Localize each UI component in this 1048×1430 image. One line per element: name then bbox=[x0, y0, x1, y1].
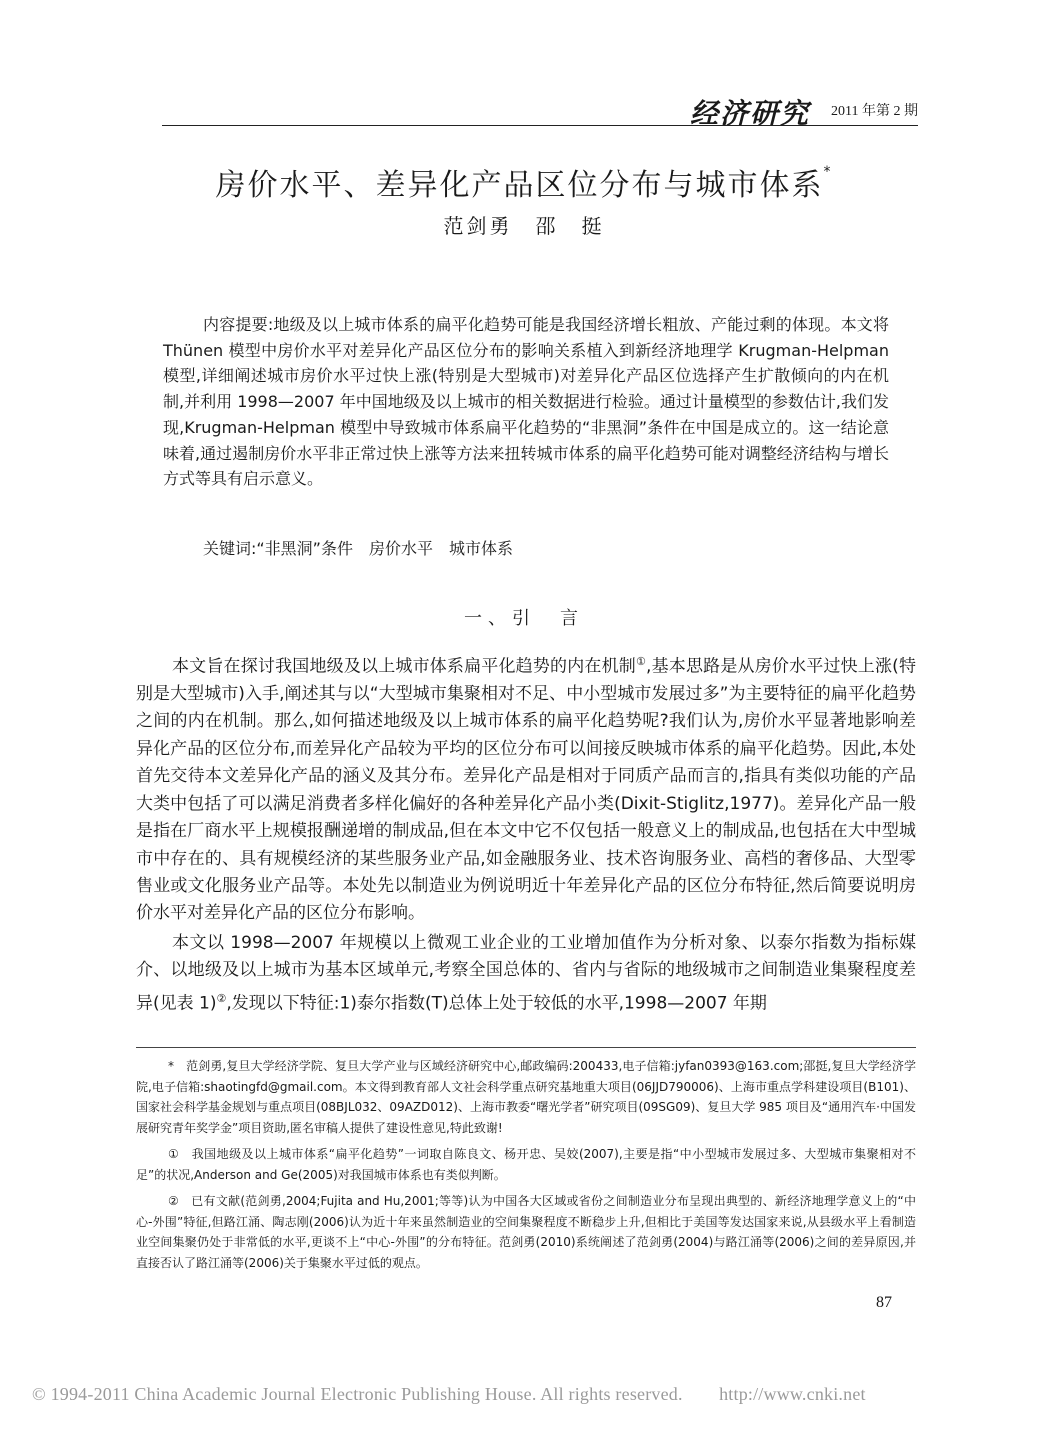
footnote-mark: ① bbox=[168, 1147, 180, 1161]
footnote-text: 范剑勇,复旦大学经济学院、复旦大学产业与区域经济研究中心,邮政编码:200433,电子信箱:jyfan0393@163.com;邵挺,复旦大学经济学院,电子信箱:shaotingfd@gmail.com。本文得到教育部人文社会科学重点研究基地重大项目(06JJD790006)、上海市重点学科建设项目(B101)、国家社会科学基金规划与重点项目(08BJL032、09AZD012)、上海市教委“曙光学者”研究项目(09SG09)、复旦大学 985 项目及“通用汽车·中国发展研究青年奖学金”项目资助,匿名审稿人提供了建设性意见,特此致谢! bbox=[136, 1059, 916, 1135]
footnote-author bbox=[136, 1056, 916, 1138]
copyright-watermark: © 1994-2011 China Academic Journal Electronic Publishing House. All rights reserved. http://www.cnki.net bbox=[32, 1384, 866, 1404]
footnote-mark: ② bbox=[168, 1194, 180, 1208]
title-footnote-mark: * bbox=[823, 164, 833, 180]
footnotes bbox=[136, 1056, 916, 1279]
body-text-run: ,基本思路是从房价水平过快上涨(特别是大型城市)入手,阐述其与以“大型城市集聚相对不足、中小型城市发展过多”为主要特征的扁平化趋势之间的内在机制。那么,如何描述地级及以上城市体系的扁平化趋势呢?我们认为,房价水平显著地影响差异化产品的区位分布,而差异化产品较为平均的区位分布可以间接反映城市体系的扁平化趋势。因此,本处首先交待本文差异化产品的涵义及其分布。差异化产品是相对于同质产品而言的,指具有类似功能的产品大类中包括了可以满足消费者多样化偏好的各种差异化产品小类(Dixit-Stiglitz,1977)。差异化产品一般是指在厂商水平上规模报酬递增的制成品,但在本文中它不仅包括一般意义上的制成品,也包括在大中型城市中存在的、具有规模经济的某些服务业产品,如金融服务业、技术咨询服务业、高档的奢侈品、大型零售业或文化服务业产品等。本处先以制造业为例说明近十年差异化产品的区位分布特征,然后简要说明房价水平对差异化产品的区位分布影响。 bbox=[136, 656, 916, 924]
running-header bbox=[162, 88, 918, 128]
paper-title bbox=[0, 160, 1048, 204]
footnote-2 bbox=[136, 1191, 916, 1273]
footnote-rule bbox=[136, 1047, 916, 1048]
section-heading: 一、引 言 bbox=[464, 608, 584, 629]
body-paragraph bbox=[136, 648, 916, 928]
abstract bbox=[163, 312, 889, 492]
journal-logo: 经济研究 bbox=[689, 97, 810, 130]
title-text: 房价水平、差异化产品区位分布与城市体系 bbox=[215, 168, 824, 203]
authors: 范剑勇 邵 挺 bbox=[443, 214, 605, 238]
footnote-ref: ① bbox=[635, 655, 647, 668]
body-paragraph bbox=[136, 930, 916, 1018]
page-number: 87 bbox=[876, 1294, 892, 1311]
body-text-run: 本文以 1998—2007 年规模以上微观工业企业的工业增加值作为分析对象、以泰尔指数为指标媒介、以地级及以上城市为基本区域单元,考察全国总体的、省内与省际的地级城市之间制造业集聚程度差异(见表 1) bbox=[136, 932, 916, 1014]
body-text-run: 本文旨在探讨我国地级及以上城市体系扁平化趋势的内在机制 bbox=[172, 656, 636, 677]
keywords: 关键词:“非黑洞”条件 房价水平 城市体系 bbox=[203, 539, 513, 558]
abstract-text: 内容提要:地级及以上城市体系的扁平化趋势可能是我国经济增长粗放、产能过剩的体现。本文将 Thünen 模型中房价水平对差异化产品区位分布的影响关系植入到新经济地理学 Krugman-Helpman 模型,详细阐述城市房价水平过快上涨(特别是大型城市)对差异化产品区位选择产生扩散倾向的内在机制,并利用 1998—2007 年中国地级及以上城市的相关数据进行检验。通过计量模型的参数估计,我们发现,Krugman-Helpman 模型中导致城市体系扁平化趋势的“非黑洞”条件在中国是成立的。这一结论意味着,通过遏制房价水平非正常过快上涨等方法来扭转城市体系的扁平化趋势可能对调整经济结构与增长方式等具有启示意义。 bbox=[163, 315, 889, 489]
footnote-text: 已有文献(范剑勇,2004;Fujita and Hu,2001;等等)认为中国各大区域或省份之间制造业分布呈现出典型的、新经济地理学意义上的“中心-外围”特征,但路江涌、陶志刚(2006)认为近十年来虽然制造业的空间集聚程度不断稳步上升,但相比于美国等发达国家来说,从县级水平上看制造业空间集聚仍处于非常低的水平,更谈不上“中心-外围”的分布特征。范剑勇(2010)系统阐述了范剑勇(2004)与路江涌等(2006)之间的差异原因,并直接否认了路江涌等(2006)关于集聚水平过低的观点。 bbox=[136, 1194, 916, 1270]
footnote-1 bbox=[136, 1144, 916, 1185]
issue-label: 2011 年第 2 期 bbox=[831, 104, 918, 119]
footnote-mark: * bbox=[168, 1059, 174, 1073]
body-text-run: ,发现以下特征:1)泰尔指数(T)总体上处于较低的水平,1998—2007 年期 bbox=[226, 993, 767, 1014]
footnote-text: 我国地级及以上城市体系“扁平化趋势”一词取自陈良文、杨开忠、吴姣(2007),主要是指“中小型城市发展过多、大型城市集聚相对不足”的状况,Anderson and Ge(2005)对我国城市体系也有类似判断。 bbox=[136, 1147, 916, 1182]
header-rule bbox=[162, 125, 918, 126]
footnote-ref: ② bbox=[216, 991, 227, 1005]
body-text bbox=[136, 648, 916, 1020]
